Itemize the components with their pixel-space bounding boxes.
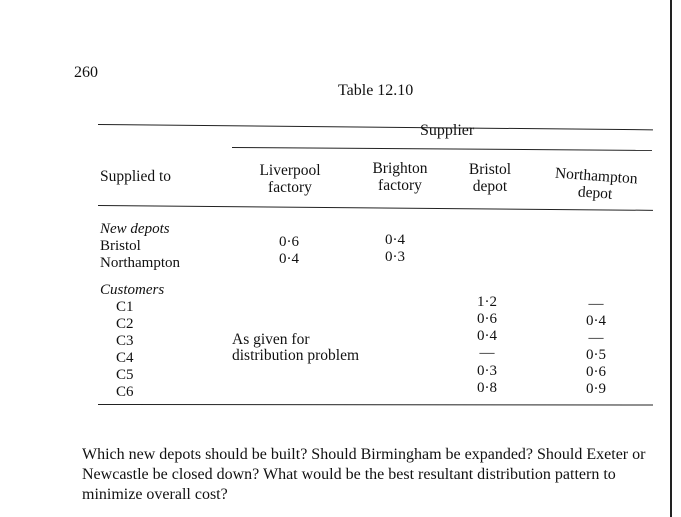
- cell-c2-bristol: 0·6: [477, 311, 497, 327]
- cell-c6-bristol: 0·8: [477, 380, 497, 396]
- row-c4-label: C4: [116, 350, 134, 366]
- page-number: 260: [74, 64, 98, 81]
- cell-c6-northampton: 0·9: [586, 381, 606, 397]
- col-liverpool-line1: Liverpool: [259, 162, 321, 179]
- question-paragraph: Which new depots should be built? Should Birmingham be expanded? Should Exeter or Newcastle be closed down? What would be the best resultant distribution pattern to minimize overall cost?: [82, 446, 646, 503]
- col-northampton-line1: Northampton: [554, 164, 639, 188]
- cell-c4-bristol: —: [479, 345, 495, 361]
- cell-c2-northampton: 0·4: [586, 313, 606, 329]
- header-bottom-rule: [98, 205, 653, 211]
- cell-c3-northampton: —: [588, 330, 604, 346]
- cell-northampton-brighton: 0·3: [385, 249, 405, 265]
- supplied-to-header: Supplied to: [100, 168, 172, 185]
- cell-bristol-brighton: 0·4: [385, 232, 405, 248]
- col-brighton-line2: factory: [378, 177, 422, 194]
- table-bottom-rule: [98, 404, 653, 405]
- row-c6-label: C6: [116, 384, 134, 400]
- col-bristol-depot: [455, 161, 525, 195]
- table-title: Table 12.10: [338, 82, 414, 99]
- cell-c5-bristol: 0·3: [477, 363, 497, 379]
- row-c1-label: C1: [116, 299, 134, 315]
- customers-note-line2: distribution problem: [232, 347, 360, 364]
- row-c3-label: C3: [116, 333, 134, 349]
- col-bristol-line1: Bristol: [468, 161, 512, 178]
- new-depots-label: New depots: [100, 221, 170, 237]
- supplier-rule: [232, 147, 652, 151]
- cell-bristol-liverpool: 0·6: [279, 234, 299, 250]
- row-bristol-label: Bristol: [100, 238, 141, 254]
- col-brighton-factory: [355, 160, 445, 194]
- cell-c3-bristol: 0·4: [477, 328, 497, 344]
- cell-northampton-liverpool: 0·4: [279, 251, 299, 267]
- table-top-rule: [98, 124, 653, 130]
- col-northampton-line2: depot: [577, 183, 613, 203]
- col-bristol-line2: depot: [472, 178, 508, 195]
- row-northampton-label: Northampton: [100, 255, 180, 271]
- row-c2-label: C2: [116, 316, 134, 332]
- col-northampton-depot: [543, 164, 649, 205]
- customers-note-line1: As given for: [232, 331, 310, 348]
- page-edge: [670, 0, 672, 517]
- row-c5-label: C5: [116, 367, 134, 383]
- cell-c4-northampton: 0·5: [586, 347, 606, 363]
- customers-label: Customers: [100, 282, 165, 298]
- supplier-header: Supplier: [420, 122, 475, 139]
- cell-c5-northampton: 0·6: [586, 364, 606, 380]
- col-liverpool-line2: factory: [268, 179, 312, 196]
- cell-c1-northampton: —: [588, 296, 604, 312]
- cell-c1-bristol: 1·2: [477, 294, 497, 310]
- col-liverpool-factory: [245, 162, 335, 196]
- col-brighton-line1: Brighton: [372, 160, 428, 177]
